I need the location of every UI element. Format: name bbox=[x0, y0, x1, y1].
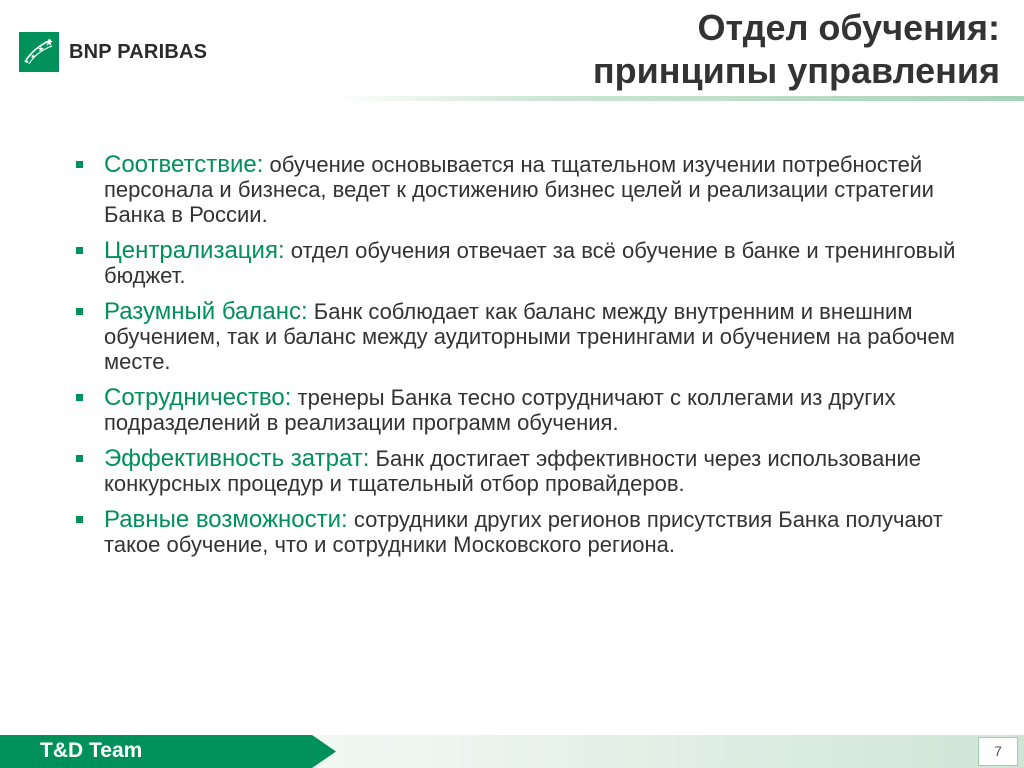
square-bullet-icon bbox=[76, 394, 83, 401]
bullet-description: отдел обучения отвечает за всё обучение в банке и тренинговый бюджет. bbox=[104, 238, 956, 288]
logo-text: BNP PARIBAS bbox=[69, 40, 208, 63]
bullet-description: Банк достигает эффективности через использование конкурсных процедур и тщательный отбор провайдеров. bbox=[104, 446, 922, 496]
footer-bar bbox=[0, 735, 1024, 768]
bnp-paribas-logo bbox=[19, 32, 207, 72]
bullet-item bbox=[76, 152, 976, 227]
bullet-term: Сотрудничество: bbox=[104, 384, 292, 411]
square-bullet-icon bbox=[76, 455, 83, 462]
bullet-description: Банк соблюдает как баланс между внутренним и внешним обучением, так и баланс между аудиторными тренингами и обучением на рабочем месте. bbox=[104, 299, 955, 374]
title-line-1: Отдел обучения: bbox=[697, 7, 1000, 48]
bullet-description: тренеры Банка тесно сотрудничают с коллегами из других подразделений в реализации программ обучения. bbox=[104, 385, 896, 435]
title-line-2: принципы управления bbox=[592, 50, 1000, 91]
bullet-item bbox=[76, 238, 976, 288]
bullet-term: Соответствие: bbox=[104, 151, 264, 178]
bullet-description: сотрудники других регионов присутствия Банка получают такое обучение, что и сотрудники Московского региона. bbox=[104, 507, 943, 557]
footer-team-label: T&D Team bbox=[40, 739, 143, 762]
bullet-item bbox=[76, 446, 976, 496]
bullet-description: обучение основывается на тщательном изучении потребностей персонала и бизнеса, ведет к достижению бизнес целей и реализации стратегии Банка в России. bbox=[104, 152, 934, 227]
bullet-item bbox=[76, 385, 976, 435]
bullet-item bbox=[76, 299, 976, 374]
title-underline bbox=[330, 96, 1024, 101]
bullet-list bbox=[76, 152, 976, 568]
bullet-term: Централизация: bbox=[104, 237, 285, 264]
page-number: 7 bbox=[978, 737, 1018, 766]
square-bullet-icon bbox=[76, 161, 83, 168]
square-bullet-icon bbox=[76, 308, 83, 315]
bullet-term: Эффективность затрат: bbox=[104, 445, 370, 472]
bullet-item bbox=[76, 507, 976, 557]
bnp-stars-icon bbox=[19, 32, 59, 72]
bullet-term: Разумный баланс: bbox=[104, 298, 308, 325]
slide-title bbox=[593, 6, 1000, 92]
bullet-term: Равные возможности: bbox=[104, 506, 348, 533]
square-bullet-icon bbox=[76, 516, 83, 523]
square-bullet-icon bbox=[76, 247, 83, 254]
